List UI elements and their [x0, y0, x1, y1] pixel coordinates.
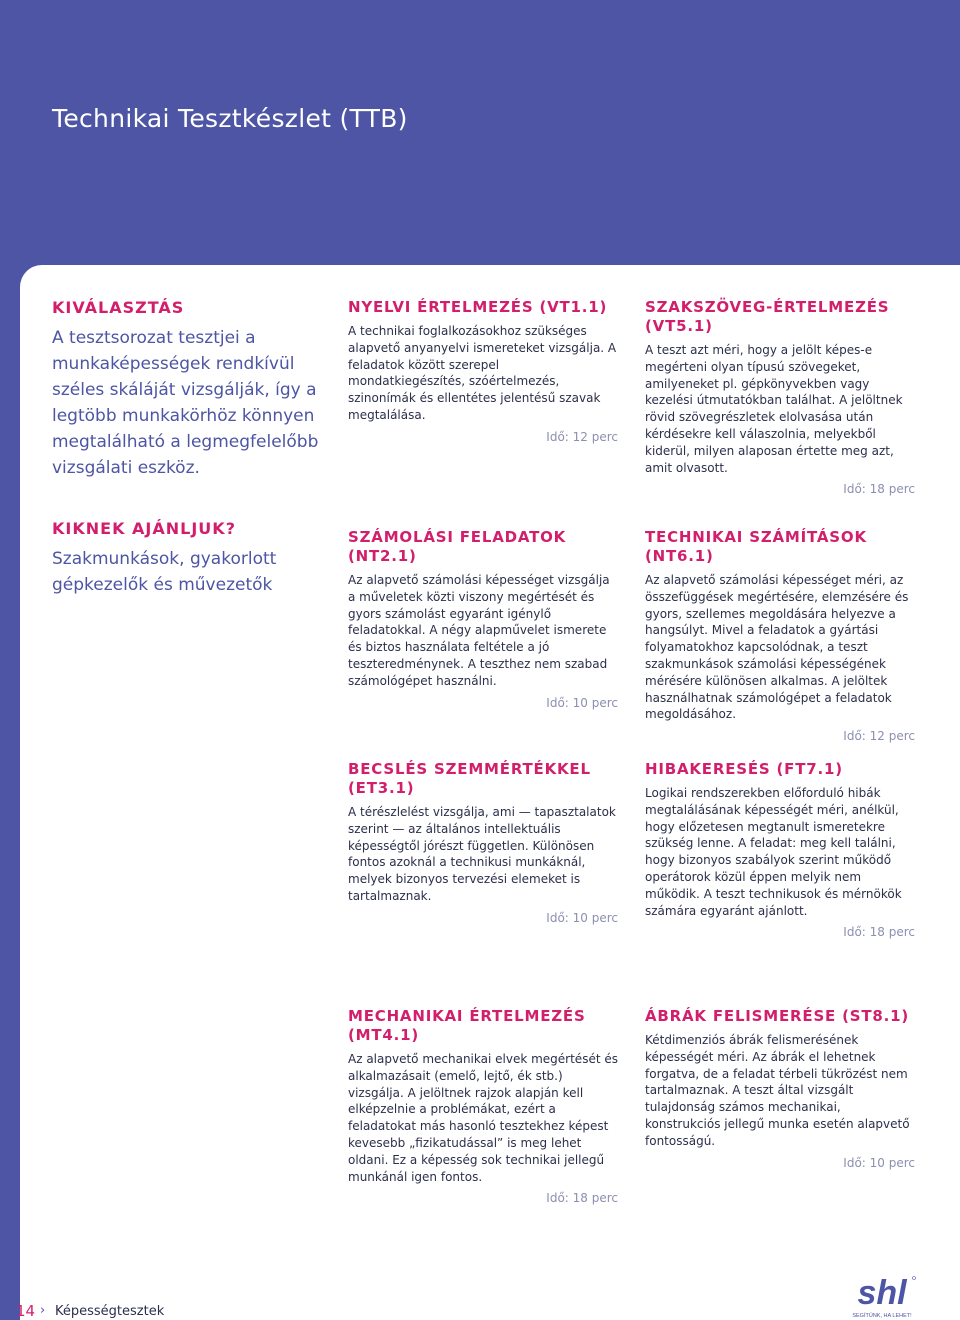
test-time: Idő: 18 perc: [546, 1191, 618, 1206]
shl-logo: [846, 1272, 918, 1320]
test-description: A technikai foglalkozásokhoz szükséges alapvető anyanyelvi ismereteket vizsgálja. A feladatok között szerepel mondatkiegészítés, szóértelmezés, szinonímák és ellentétes jelentésű szavak megtalálása.: [348, 324, 617, 422]
test-description: A térészlelést vizsgálja, ami — tapasztalatok szerint — az általános intellektuális képességtől jórészt független. Különösen fontos azoknál a technikusi munkáknál, melyek bizonyos tervezési elemeket is tartalmaznak.: [348, 805, 616, 903]
page-number: 14: [16, 1302, 36, 1320]
test-block-nt6: [645, 528, 915, 743]
logo-text: shl: [857, 1274, 907, 1312]
test-time: Idő: 12 perc: [546, 429, 618, 444]
selection-section: [52, 298, 322, 481]
selection-text: A tesztsorozat tesztjei a munkaképességek rendkívül széles skáláját vizsgálják, így a legtöbb munkakörhöz könnyen megtalálható a legmegfelelőbb vizsgálati eszköz.: [52, 328, 319, 478]
recommend-section: [52, 519, 322, 598]
test-description: Logikai rendszerekben előforduló hibák megtalálásának képességét méri, anélkül, hogy előzetesen megtanult ismeretekre szükség lenne. A feladat: meg kell találni, hogy bizonyos szabályok szerint működő operátorok közül éppen melyik nem működik. A teszt technikusok és mérnökök számára egyaránt ajánlott.: [645, 786, 902, 918]
test-time: Idő: 18 perc: [843, 482, 915, 497]
test-time: Idő: 10 perc: [546, 910, 618, 925]
test-block-mt4: [348, 1007, 618, 1205]
selection-heading: KIVÁLASZTÁS: [52, 298, 185, 317]
registered-mark-icon: [913, 1277, 916, 1280]
test-time: Idő: 18 perc: [843, 925, 915, 940]
recommend-heading: KIKNEK AJÁNLJUK?: [52, 519, 236, 538]
test-title: HIBAKERESÉS (FT7.1): [645, 760, 843, 778]
test-block-nt2: [348, 528, 618, 710]
chevron-right-icon: ›: [40, 1303, 46, 1318]
test-description: A teszt azt méri, hogy a jelölt képes-e megérteni olyan típusú szövegeket, amilyeneket pl. gépkönyvekben vagy kezelési útmutatókban találhat. A jelöltnek rövid szövegrészletek elolvasása után kérdésekre kell válaszolnia, melyekből kiderül, milyen alaposan értette meg azt, amit olvasott.: [645, 343, 903, 475]
test-description: Az alapvető mechanikai elvek megértését és alkalmazásait (emelő, lejtő, ék stb.) vizsgálja. A jelöltnek rajzok alapján kell elképzelnie a problémákat, ezért a feladatokat más hasonló tesztekhez képest kevesebb „fizikatudással” is meg lehet oldani. Ez a képesség sok technikai jellegű munkánál igen fontos.: [348, 1052, 618, 1184]
test-time: Idő: 10 perc: [546, 695, 618, 710]
test-time: Idő: 10 perc: [843, 1155, 915, 1170]
test-title: MECHANIKAI ÉRTELMEZÉS (MT4.1): [348, 1007, 586, 1044]
test-time: Idő: 12 perc: [843, 729, 915, 744]
footer-section-label: Képességtesztek: [55, 1304, 165, 1319]
test-description: Az alapvető számolási képességet vizsgálja a műveletek közti viszony megértését és gyors számolást egyaránt igénylő feladatokkal. A négy alapművelet ismerete és biztos használata feltétele a jó teszteredménynek. A teszthez nem szabad számológépet használni.: [348, 573, 610, 688]
test-title: TECHNIKAI SZÁMÍTÁSOK (NT6.1): [645, 528, 867, 565]
logo-tagline: SEGÍTÜNK, HA LEHET!: [852, 1313, 912, 1319]
test-title: NYELVI ÉRTELMEZÉS (VT1.1): [348, 298, 608, 316]
test-block-vt5: [645, 298, 915, 496]
test-description: Az alapvető számolási képességet méri, az összefüggések megértésére, elemzésére és gyors, szellemes megoldására helyezve a hangsúlyt. Mivel a feladatok a gyártási folyamatokhoz kapcsolódnak, a teszt szakmunkások számolási képességének mérésére különösen alkalmas. A jelöltek használhatnak számológépet a feladatok megoldásához.: [645, 573, 909, 722]
test-block-et3: [348, 760, 618, 925]
test-description: Kétdimenziós ábrák felismerésének képességét méri. Az ábrák el lehetnek forgatva, de a feladat térbeli tükrözést nem tartalmaznak. A teszt által vizsgált tulajdonság számos mechanikai, konstrukciós jellegű munka esetén alapvető fontosságú.: [645, 1033, 910, 1148]
test-block-st8: [645, 1007, 915, 1170]
test-title: SZAKSZÖVEG-ÉRTELMEZÉS (VT5.1): [645, 298, 890, 335]
test-title: SZÁMOLÁSI FELADATOK (NT2.1): [348, 528, 567, 565]
page-title: Technikai Tesztkészlet (TTB): [52, 104, 408, 133]
test-block-vt1: [348, 298, 618, 444]
test-block-ft7: [645, 760, 915, 939]
test-title: BECSLÉS SZEMMÉRTÉKKEL (ET3.1): [348, 760, 591, 797]
recommend-text: Szakmunkások, gyakorlott gépkezelők és művezetők: [52, 549, 277, 595]
test-title: ÁBRÁK FELISMERÉSE (ST8.1): [645, 1007, 910, 1025]
